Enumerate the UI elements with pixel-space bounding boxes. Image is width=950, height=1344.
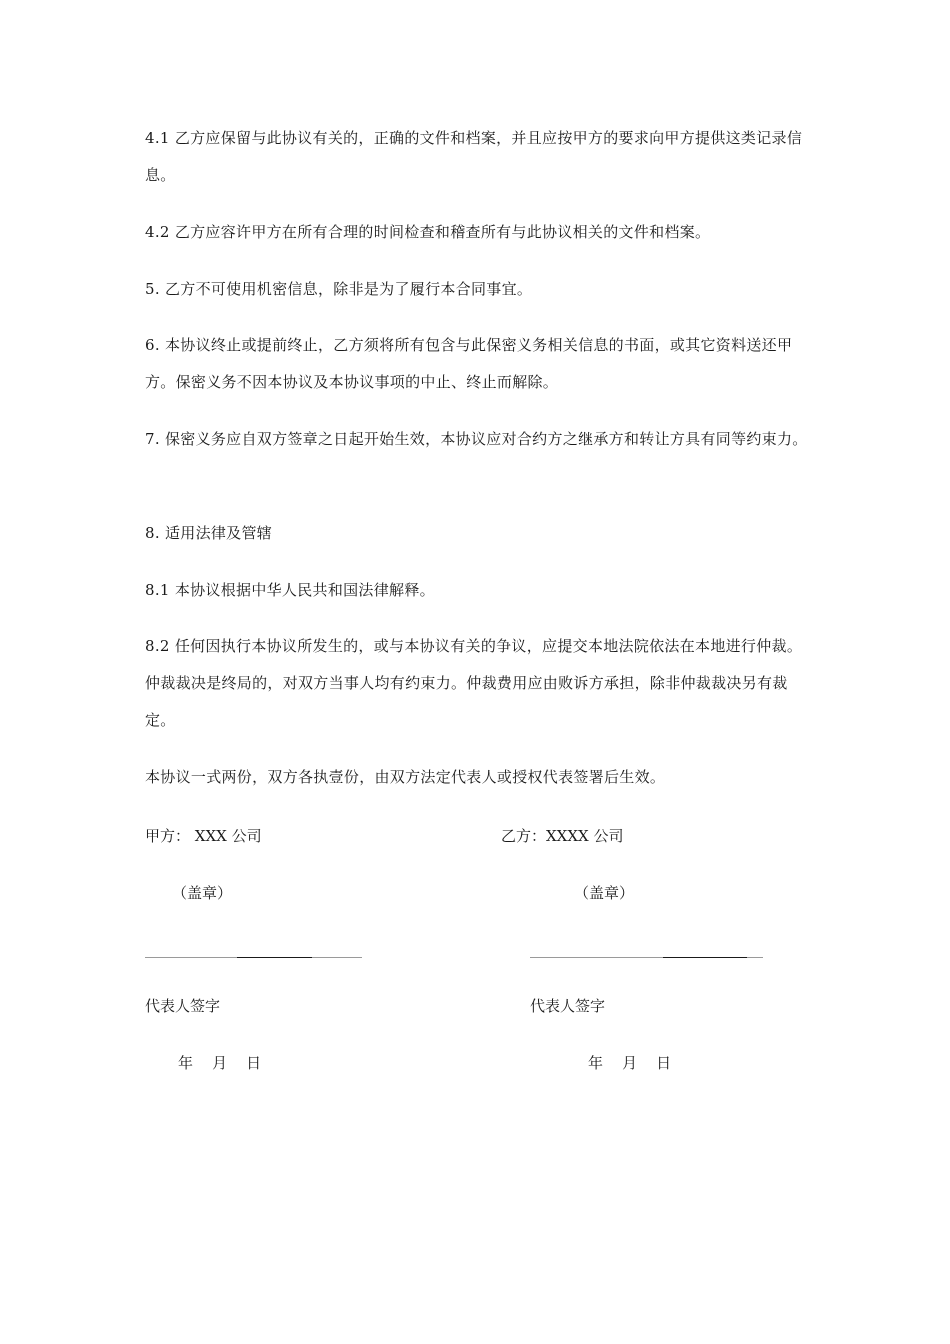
party-a-seal: （盖章） [172, 884, 233, 902]
clause-5: 5. 乙方不可使用机密信息，除非是为了履行本合同事宜。 [145, 280, 533, 298]
party-a-date: 年 月 日 [178, 1054, 262, 1072]
clause-8-heading: 8. 适用法律及管辖 [145, 524, 273, 542]
clause-8-2: 8.2 任何因执行本协议所发生的，或与本协议有关的争议，应提交本地法院依法在本地进行仲裁。仲裁裁决是终局的，对双方当事人均有约束力。仲裁费用应由败诉方承担，除非仲裁裁决另有裁定。 [145, 637, 803, 729]
party-a-label: 甲方： XXX 公司 [145, 827, 262, 845]
clause-4-2: 4.2 乙方应容许甲方在所有合理的时间检查和稽查所有与此协议相关的文件和档案。 [145, 223, 711, 241]
clause-8-1: 8.1 本协议根据中华人民共和国法律解释。 [145, 581, 435, 599]
party-b-label: 乙方：XXXX 公司 [501, 827, 624, 845]
closing-statement: 本协议一式两份，双方各执壹份，由双方法定代表人或授权代表签署后生效。 [145, 768, 666, 786]
party-b-signer-label: 代表人签字 [530, 997, 606, 1015]
party-a-signer-label: 代表人签字 [145, 997, 221, 1015]
clause-4-1: 4.1 乙方应保留与此协议有关的，正确的文件和档案，并且应按甲方的要求向甲方提供这类记录信息。 [145, 129, 803, 184]
party-b-date: 年 月 日 [588, 1054, 672, 1072]
clause-7: 7. 保密义务应自双方签章之日起开始生效，本协议应对合约方之继承方和转让方具有同等约束力。 [145, 430, 808, 448]
clause-6: 6. 本协议终止或提前终止，乙方须将所有包含与此保密义务相关信息的书面，或其它资料送还甲方。保密义务不因本协议及本协议事项的中止、终止而解除。 [145, 336, 793, 391]
party-b-seal: （盖章） [574, 884, 635, 902]
party-a-signature-line [145, 957, 362, 958]
party-b-signature-line [530, 957, 763, 958]
